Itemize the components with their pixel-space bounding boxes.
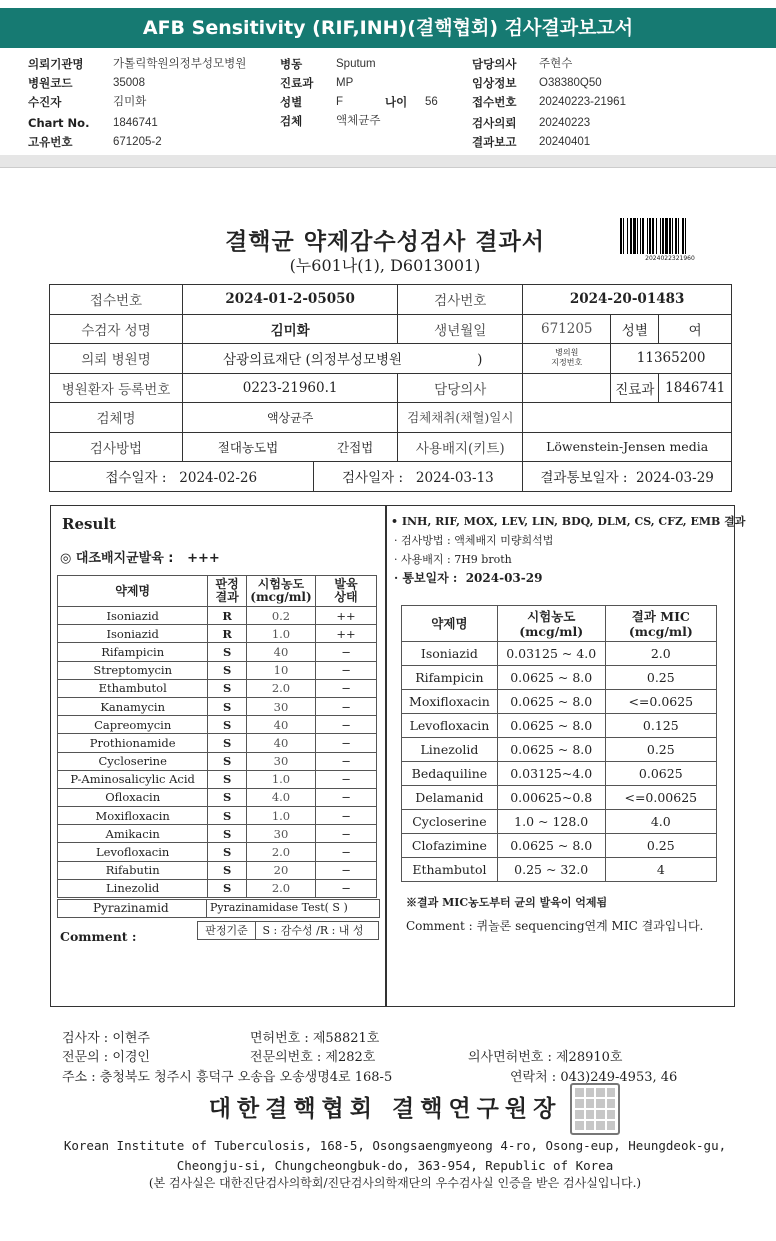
info-label: Chart No. [28, 116, 90, 130]
hospital-label: 의뢰 병원명 [50, 344, 183, 374]
collect-value [523, 403, 732, 433]
table-cell: 40 [246, 734, 315, 752]
specimen-label: 검체명 [50, 403, 183, 433]
table-cell: − [316, 770, 377, 788]
table-cell: S [208, 807, 247, 825]
table-cell: 1.0 [246, 807, 315, 825]
control-label: ◎ 대조배지균발육 : [60, 551, 174, 566]
table-row [402, 810, 717, 834]
table-cell: 1.0 ~ 128.0 [497, 810, 605, 834]
table-cell: ++ [316, 607, 377, 625]
table-row [402, 738, 717, 762]
reception-no-label: 접수번호 [50, 285, 183, 315]
table-cell: 4 [605, 858, 716, 882]
table-cell: Moxifloxacin [402, 690, 498, 714]
info-label: 병동 [280, 57, 303, 71]
doctor-value [523, 373, 611, 403]
table-cell: 0.25 ~ 32.0 [497, 858, 605, 882]
medium-label: 사용배지(키트) [398, 432, 523, 462]
hospital-name: 삼광의료재단 (의정부성모병원 [223, 352, 403, 369]
table-cell: Rifampicin [58, 643, 208, 661]
table-cell: 0.0625 ~ 8.0 [497, 738, 605, 762]
table-cell: 0.0625 ~ 8.0 [497, 666, 605, 690]
table-cell: Clofazimine [402, 834, 498, 858]
test-date: 2024-03-13 [415, 470, 494, 487]
doctor-license: 의사면허번호 : 제28910호 [468, 1050, 623, 1065]
reg-value: 0223-21960.1 [183, 373, 398, 403]
table-row [58, 661, 377, 679]
address: 주소 : 충청북도 청주시 흥덕구 오송읍 오송생명4로 168-5 [62, 1070, 393, 1085]
hosp-code-label-2: 지정번호 [551, 358, 583, 368]
doctor-label: 담당의사 [398, 373, 523, 403]
mic-header [391, 512, 745, 588]
table-cell: 0.125 [605, 714, 716, 738]
table-cell: 0.25 [605, 834, 716, 858]
barcode-number: 2024022321960 [645, 255, 695, 262]
info-value: 671205-2 [113, 136, 162, 148]
mic-note: ※결과 MIC농도부터 균의 발육이 억제됨 [406, 896, 608, 909]
age-value: 56 [425, 96, 438, 108]
birth-value: 671205 [523, 314, 611, 344]
barcode [620, 218, 720, 254]
table-cell: 1.0 [246, 625, 315, 643]
table-cell: P-Aminosalicylic Acid [58, 770, 208, 788]
table-cell: − [316, 825, 377, 843]
table-row [58, 679, 377, 697]
absolute-concentration-table [57, 575, 377, 898]
patient-info-table [49, 284, 732, 492]
table-cell: S [208, 861, 247, 879]
table-cell: 1.0 [246, 770, 315, 788]
mic-medium-line: · 사용배지 : 7H9 broth [394, 553, 512, 566]
table-cell: 40 [246, 643, 315, 661]
table-row [58, 697, 377, 715]
table-cell: Kanamycin [58, 697, 208, 715]
info-label: 진료과 [280, 76, 314, 90]
table-cell: − [316, 788, 377, 806]
info-label: 수진자 [28, 95, 62, 109]
birth-label: 생년월일 [398, 314, 523, 344]
test-no: 2024-20-01483 [523, 285, 732, 315]
pyra-test: Pyrazinamidase Test( S ) [210, 901, 348, 914]
table-cell: 4.0 [246, 788, 315, 806]
info-value: 20240223 [539, 117, 591, 129]
sex-label: 성별 [611, 314, 659, 344]
table-row [58, 770, 377, 788]
table-row [402, 690, 717, 714]
comment-left: Comment : [60, 929, 137, 944]
reception-no: 2024-01-2-05050 [183, 285, 398, 315]
mic-table [401, 605, 717, 882]
pyra-divider [206, 900, 207, 918]
table-row [58, 752, 377, 770]
table-row [58, 861, 377, 879]
table-cell: 10 [246, 661, 315, 679]
column-header: 약제명 [402, 606, 498, 642]
table-row [402, 762, 717, 786]
info-value: 액체균주 [336, 115, 381, 127]
table-cell: Isoniazid [58, 625, 208, 643]
table-cell: 4.0 [605, 810, 716, 834]
mic-notice-label: · 통보일자 : [394, 571, 458, 585]
test-no-label: 검사번호 [398, 285, 523, 315]
table-cell: Rifampicin [402, 666, 498, 690]
table-cell: 0.0625 ~ 8.0 [497, 690, 605, 714]
info-label: 임상정보 [472, 76, 517, 90]
table-row [402, 666, 717, 690]
mic-notice-date: 2024-03-29 [465, 571, 543, 585]
dept-label: 진료과 [611, 373, 659, 403]
table-cell: S [208, 825, 247, 843]
table-row [58, 607, 377, 625]
table-cell: 30 [246, 697, 315, 715]
table-cell: <=0.00625 [605, 786, 716, 810]
barcode-bar [686, 218, 688, 254]
english-address [60, 1136, 730, 1176]
license: 면허번호 : 제58821호 [250, 1031, 380, 1046]
table-cell: 2.0 [246, 879, 315, 897]
table-cell: − [316, 716, 377, 734]
criteria-value: S : 감수성 /R : 내 성 [262, 924, 364, 937]
info-value: 1846741 [113, 117, 158, 129]
official-seal [570, 1083, 620, 1135]
medium-value: Löwenstein-Jensen media [523, 432, 732, 462]
table-row [58, 825, 377, 843]
reg-label: 병원환자 등록번호 [50, 373, 183, 403]
method-label: 검사방법 [50, 432, 183, 462]
info-label: 병원코드 [28, 76, 73, 90]
hosp-code-label [523, 344, 611, 374]
table-row [58, 879, 377, 897]
info-value: 김미화 [113, 96, 147, 108]
age-label: 나이 [385, 95, 408, 109]
column-header: 약제명 [58, 576, 208, 607]
doc-subtitle: (누601나(1), D6013001) [289, 256, 481, 275]
dept-value: 1846741 [659, 373, 732, 403]
info-label: 고유번호 [28, 135, 73, 149]
table-cell: 30 [246, 825, 315, 843]
specimen-value: 액상균주 [183, 403, 398, 433]
table-cell: S [208, 697, 247, 715]
table-cell: Linezolid [58, 879, 208, 897]
mic-comment: Comment : 퀴놀론 sequencing연계 MIC 결과입니다. [406, 919, 704, 933]
method-2: 간접법 [313, 432, 398, 462]
specialist: 전문의 : 이경인 [62, 1050, 150, 1065]
table-cell: 0.0625 ~ 8.0 [497, 714, 605, 738]
mic-method-line: · 검사방법 : 액체배지 미량희석법 [394, 534, 554, 547]
table-cell: Prothionamide [58, 734, 208, 752]
column-header: 시험농도 (mcg/ml) [497, 606, 605, 642]
table-cell: 2.0 [246, 679, 315, 697]
pyra-name: Pyrazinamid [93, 901, 169, 915]
table-cell: S [208, 643, 247, 661]
method-1: 절대농도법 [183, 432, 314, 462]
institute-name: 대한결핵협회 결핵연구원장 [208, 1095, 562, 1122]
eng-line-1: Korean Institute of Tuberculosis, 168-5, Osongsaengmyeong 4-ro, Osong-eup, Heungdeok-gu, [63, 1138, 727, 1153]
table-cell: 0.03125 ~ 4.0 [497, 642, 605, 666]
table-cell: 0.0625 ~ 8.0 [497, 834, 605, 858]
info-value: F [336, 96, 344, 108]
table-cell: 30 [246, 752, 315, 770]
control-growth [60, 547, 220, 566]
pyrazinamide-row [57, 899, 380, 918]
mic-drugs-line: • INH, RIF, MOX, LEV, LIN, BDQ, DLM, CS, CFZ, EMB 결과 [391, 515, 746, 528]
table-cell: Ofloxacin [58, 788, 208, 806]
header-info [0, 55, 776, 155]
result-label: Result [62, 515, 116, 533]
recv-date-cell [50, 462, 314, 492]
table-cell: Cycloserine [58, 752, 208, 770]
table-cell: − [316, 661, 377, 679]
info-value: 20240401 [539, 136, 591, 148]
info-value: 주현수 [539, 58, 573, 70]
certification-note: (본 검사실은 대한진단검사의학회/진단검사의학재단의 우수검사실 인증을 받은 검사실입니다.) [148, 1176, 642, 1190]
contact: 연락처 : 043)249-4953, 46 [510, 1070, 678, 1085]
test-date-label: 검사일자 : [342, 470, 404, 487]
table-row [402, 642, 717, 666]
table-cell: S [208, 770, 247, 788]
table-cell: 0.03125~4.0 [497, 762, 605, 786]
table-row [402, 834, 717, 858]
hosp-code-label-1: 병의원 [555, 348, 579, 358]
table-cell: 0.25 [605, 738, 716, 762]
separator [0, 155, 776, 167]
info-value: MP [336, 77, 354, 89]
table-cell: 0.00625~0.8 [497, 786, 605, 810]
table-cell: 0.25 [605, 666, 716, 690]
info-label: 성별 [280, 95, 303, 109]
table-cell: − [316, 697, 377, 715]
table-cell: R [208, 607, 247, 625]
collect-label: 검체채취(채혈)일시 [398, 403, 523, 433]
table-cell: Ethambutol [58, 679, 208, 697]
eng-line-2: Cheongju-si, Chungcheongbuk-do, 363-954, Republic of Korea [176, 1158, 614, 1173]
table-cell: Isoniazid [58, 607, 208, 625]
table-row [58, 807, 377, 825]
table-cell: − [316, 807, 377, 825]
table-row [58, 734, 377, 752]
info-value: O38380Q50 [539, 77, 602, 89]
table-row [58, 716, 377, 734]
notice-date-label: 결과통보일자 : [540, 470, 628, 487]
table-row [58, 625, 377, 643]
info-value: 가톨릭학원의정부성모병원 [113, 58, 247, 70]
table-cell: Capreomycin [58, 716, 208, 734]
table-cell: − [316, 861, 377, 879]
table-cell: S [208, 661, 247, 679]
info-value: 35008 [113, 77, 145, 89]
tester: 검사자 : 이현주 [62, 1031, 150, 1046]
table-cell: Amikacin [58, 825, 208, 843]
info-label: 검체 [280, 114, 303, 128]
table-cell: 2.0 [605, 642, 716, 666]
table-cell: <=0.0625 [605, 690, 716, 714]
table-cell: S [208, 679, 247, 697]
table-cell: Ethambutol [402, 858, 498, 882]
table-cell: − [316, 679, 377, 697]
table-cell: Streptomycin [58, 661, 208, 679]
table-cell: R [208, 625, 247, 643]
table-cell: Cycloserine [402, 810, 498, 834]
table-cell: − [316, 643, 377, 661]
column-header: 시험농도 (mcg/ml) [246, 576, 315, 607]
patient-name: 김미화 [183, 314, 398, 344]
hosp-code: 11365200 [611, 344, 732, 374]
info-label: 담당의사 [472, 57, 517, 71]
table-cell: S [208, 716, 247, 734]
table-cell: Linezolid [402, 738, 498, 762]
table-row [402, 858, 717, 882]
table-cell: 20 [246, 861, 315, 879]
table-cell: Moxifloxacin [58, 807, 208, 825]
notice-date: 2024-03-29 [636, 470, 714, 487]
column-header: 판정 결과 [208, 576, 247, 607]
table-cell: − [316, 879, 377, 897]
criteria-label: 판정기준 [198, 922, 256, 939]
control-value: +++ [187, 551, 220, 566]
table-row [58, 788, 377, 806]
specialist-license: 전문의번호 : 제282호 [250, 1050, 376, 1065]
report-title: AFB Sensitivity (RIF,INH)(결핵협회) 검사결과보고서 [0, 8, 776, 48]
table-cell: Levofloxacin [402, 714, 498, 738]
sex-value: 여 [659, 314, 732, 344]
info-label: 결과보고 [472, 135, 517, 149]
table-cell: S [208, 734, 247, 752]
table-cell: Delamanid [402, 786, 498, 810]
results-divider [385, 505, 387, 1007]
table-row [58, 843, 377, 861]
column-header: 결과 MIC (mcg/ml) [605, 606, 716, 642]
table-cell: S [208, 752, 247, 770]
notice-date-cell [523, 462, 732, 492]
table-cell: 0.0625 [605, 762, 716, 786]
patient-label: 수검자 성명 [50, 314, 183, 344]
table-cell: S [208, 843, 247, 861]
info-value: 20240223-21961 [539, 96, 626, 108]
info-value: Sputum [336, 58, 376, 70]
recv-date: 2024-02-26 [179, 470, 258, 487]
table-cell: 40 [246, 716, 315, 734]
table-cell: Bedaquiline [402, 762, 498, 786]
table-cell: ++ [316, 625, 377, 643]
hospital-close: ) [477, 352, 483, 369]
info-label: 검사의뢰 [472, 116, 517, 130]
table-cell: − [316, 734, 377, 752]
info-label: 의뢰기관명 [28, 57, 84, 71]
table-row [402, 786, 717, 810]
info-label: 접수번호 [472, 95, 517, 109]
test-date-cell [313, 462, 523, 492]
doc-title: 결핵균 약제감수성검사 결과서 [225, 228, 545, 255]
hospital-cell [183, 344, 523, 374]
table-cell: − [316, 752, 377, 770]
table-cell: Rifabutin [58, 861, 208, 879]
table-cell: Isoniazid [402, 642, 498, 666]
table-row [402, 714, 717, 738]
table-cell: Levofloxacin [58, 843, 208, 861]
table-cell: − [316, 843, 377, 861]
criteria-box [197, 921, 379, 940]
table-cell: S [208, 879, 247, 897]
recv-date-label: 접수일자 : [105, 470, 167, 487]
mic-notice [391, 569, 745, 588]
column-header: 발육 상태 [316, 576, 377, 607]
table-cell: S [208, 788, 247, 806]
table-cell: 0.2 [246, 607, 315, 625]
table-cell: 2.0 [246, 843, 315, 861]
table-row [58, 643, 377, 661]
